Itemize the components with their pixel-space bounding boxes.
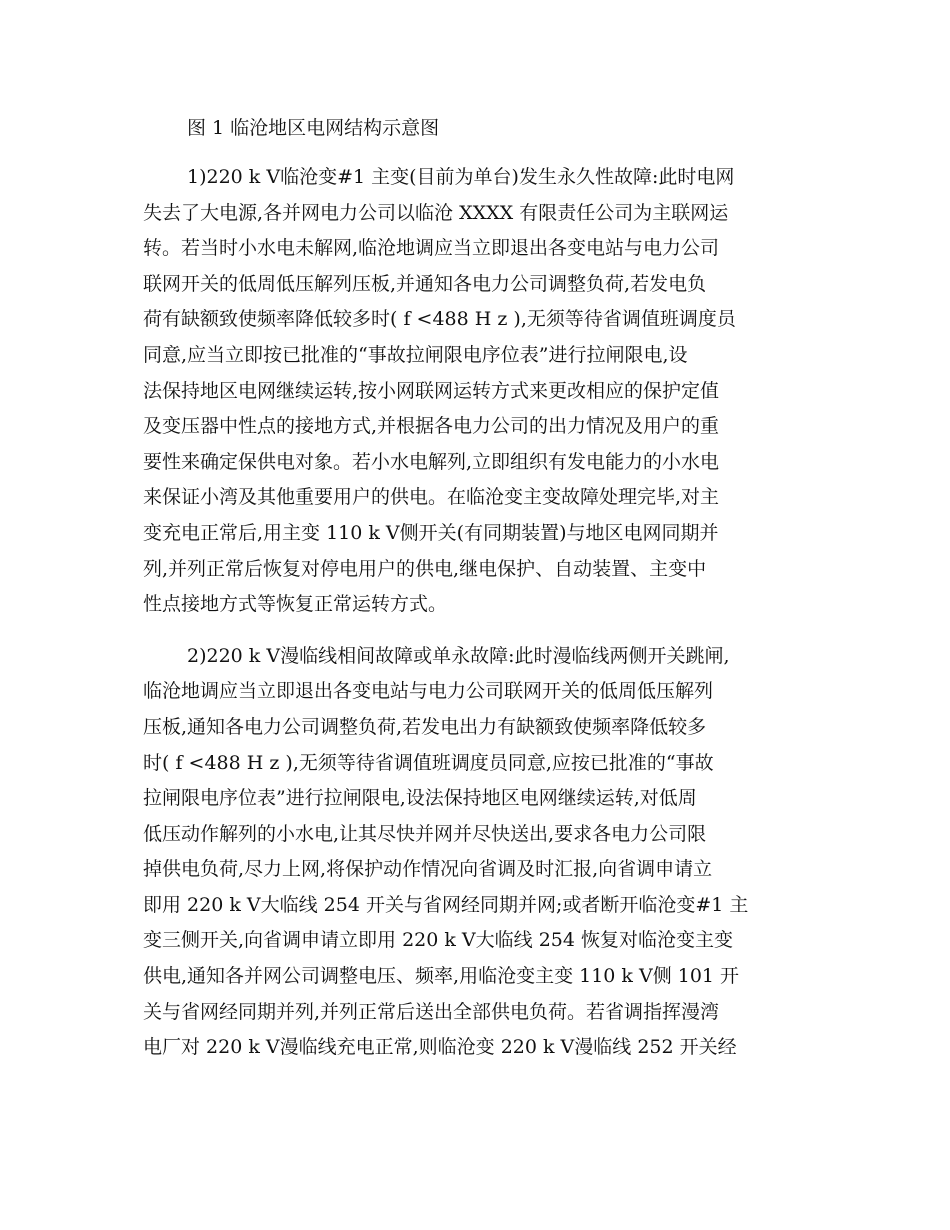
paragraph-1 xyxy=(143,160,811,623)
figure-caption: 图 1 临沧地区电网结构示意图 xyxy=(187,117,440,139)
paragraph-spacer xyxy=(143,623,811,639)
text-line: 列,并列正常后恢复对停电用户的供电,继电保护、自动装置、主变中 xyxy=(143,557,707,580)
text-line: 同意,应当立即按已批准的“事故拉闸限电序位表”进行拉闸限电,设 xyxy=(143,343,688,366)
text-line: 变充电正常后,用主变 110 k V侧开关(有同期装置)与地区电网同期并 xyxy=(143,521,719,544)
text-line: 失去了大电源,各并网电力公司以临沧 XXXX 有限责任公司为主联网运 xyxy=(143,201,729,224)
text-line: 低压动作解列的小水电,让其尽快并网并尽快送出,要求各电力公司限 xyxy=(143,822,707,845)
text-line: 掉供电负荷,尽力上网,将保护动作情况向省调及时汇报,向省调申请立 xyxy=(143,858,713,881)
text-line: 供电,通知各并网公司调整电压、频率,用临沧变主变 110 k V侧 101 开 xyxy=(143,965,740,988)
text-line: 时( f <488 H z ),无须等待省调值班调度员同意,应按已批准的“事故 xyxy=(143,751,714,774)
text-line: 电厂对 220 k V漫临线充电正常,则临沧变 220 k V漫临线 252 开关经 xyxy=(143,1036,737,1059)
text-line: 法保持地区电网继续运转,按小网联网运转方式来更改相应的保护定值 xyxy=(143,379,720,402)
text-line: 变三侧开关,向省调申请立即用 220 k V大临线 254 恢复对临沧变主变 xyxy=(143,929,734,952)
text-line: 关与省网经同期并列,并列正常后送出全部供电负荷。若省调指挥漫湾 xyxy=(143,1000,720,1023)
text-line: 拉闸限电序位表”进行拉闸限电,设法保持地区电网继续运转,对低周 xyxy=(143,787,697,810)
text-line: 1)220 k V临沧变#1 主变(目前为单台)发生永久性故障:此时电网 xyxy=(187,166,735,188)
text-line: 转。若当时小水电未解网,临沧地调应当立即退出各变电站与电力公司 xyxy=(143,237,720,260)
text-line: 2)220 k V漫临线相间故障或单永故障:此时漫临线两侧开关跳闸, xyxy=(187,644,730,667)
text-line: 及变压器中性点的接地方式,并根据各电力公司的出力情况及用户的重 xyxy=(143,415,720,438)
text-line: 要性来确定保供电对象。若小水电解列,立即组织有发电能力的小水电 xyxy=(143,450,720,473)
text-line: 荷有缺额致使频率降低较多时( f <488 H z ),无须等待省调值班调度员 xyxy=(143,308,736,331)
text-line: 来保证小湾及其他重要用户的供电。在临沧变主变故障处理完毕,对主 xyxy=(143,486,720,509)
paragraph-2 xyxy=(143,639,811,1066)
text-line: 压板,通知各电力公司调整负荷,若发电出力有缺额致使频率降低较多 xyxy=(143,715,707,738)
text-line: 联网开关的低周低压解列压板,并通知各电力公司调整负荷,若发电负 xyxy=(143,272,707,295)
document-body xyxy=(143,110,811,1066)
text-line: 即用 220 k V大临线 254 开关与省网经同期并网;或者断开临沧变#1 主 xyxy=(143,893,749,916)
text-line: 临沧地调应当立即退出各变电站与电力公司联网开关的低周低压解列 xyxy=(143,680,714,703)
text-line: 性点接地方式等恢复正常运转方式。 xyxy=(143,593,448,616)
